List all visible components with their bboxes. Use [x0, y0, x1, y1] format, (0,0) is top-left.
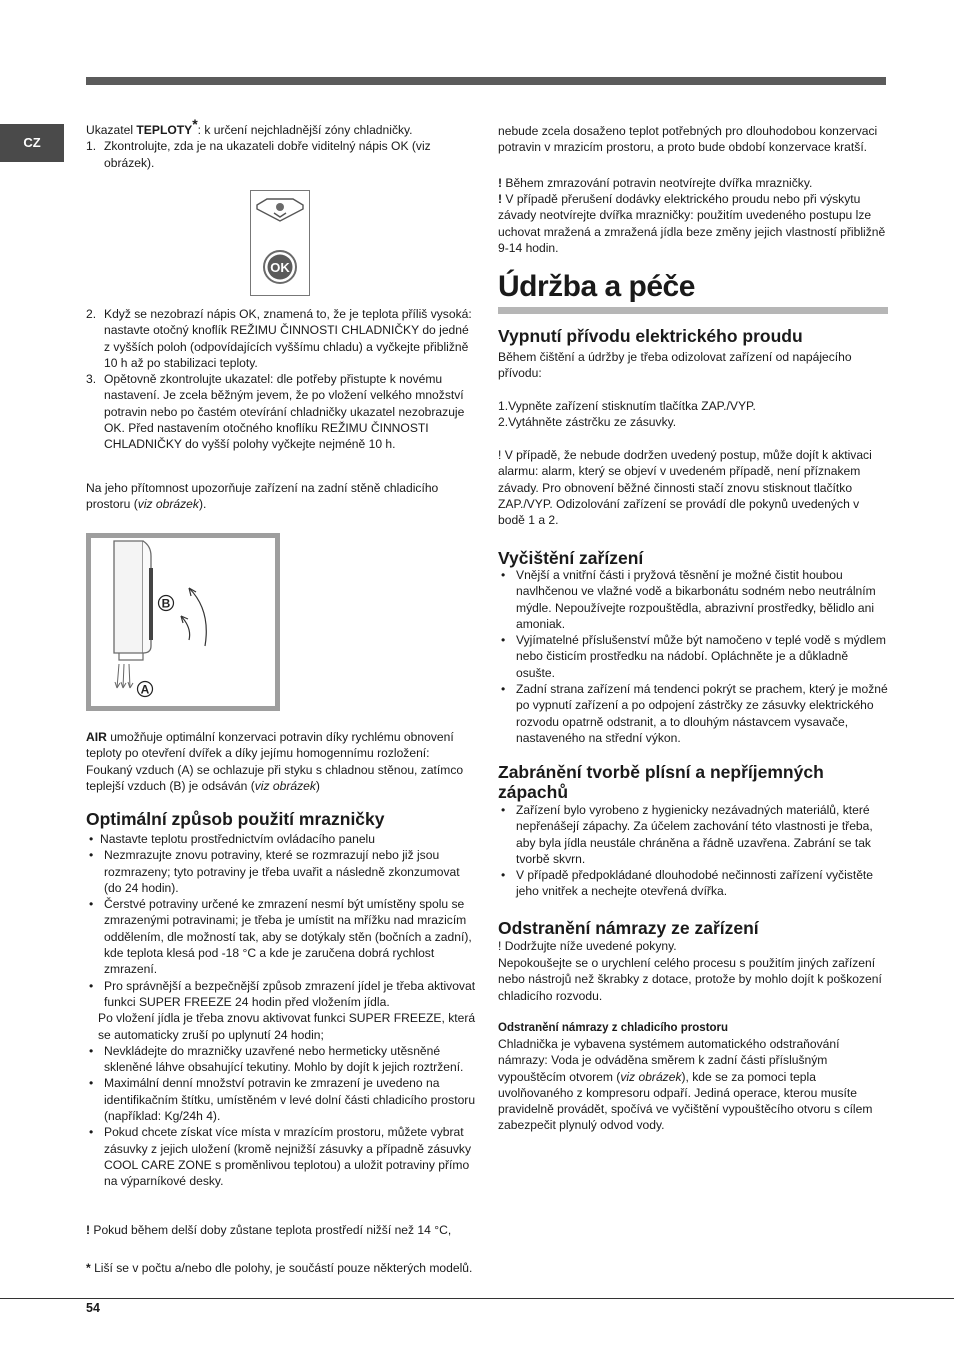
power-note: ! V případě, že nebude dodržen uvedený postup, může dojít k aktivaci alarmu: alarm, který se objeví v uvedeném případě, není příznakem závady. Pro obnovení běžné činnosti stačí znovu stisknout tlačítko ZAP./VYP. Odizolování zařízení se provádí dle pokynů uvedených v bodě 1 a 2. — [498, 448, 872, 528]
air-post: ) — [315, 778, 320, 793]
warning-mark: ! — [498, 176, 503, 190]
language-tab — [0, 124, 64, 162]
freezer-item: • Maximální denní množství potravin ke zmrazení je uvedeno na identifikačním štítku, umístěném v levé dolní části chladicího prostoru (například: Kg/24h 4). — [86, 1075, 476, 1124]
top-bar — [86, 77, 886, 85]
freezer-item: • Pokud chcete získat více místa v mrazícím prostoru, můžete vybrat zásuvky z jejich uložení (kromě nejnižší zásuvky a případně zásuvky COOL CARE ZONE s proměnlivou teplotou) a uložit potraviny přímo na výparníkové desky. — [86, 1124, 476, 1189]
presence-paragraph — [86, 480, 476, 513]
freezer-item: Po vložení jídla je třeba znovu aktivovat funkci SUPER FREEZE, která se automaticky zruší po uplynutí 24 hodin; — [98, 1011, 476, 1042]
defrost-warning: ! Dodržujte níže uvedené pokyny. — [498, 939, 677, 953]
presence-post: ). — [198, 497, 207, 512]
step-text: Zkontrolujte, zda je na ukazateli dobře viditelný nápis OK (viz obrázek). — [104, 139, 431, 170]
mold-heading: Zabránění tvorbě plísní a nepříjemných zápachů — [498, 762, 824, 802]
step-number: 1. — [86, 139, 97, 154]
clean-item: • Vyjímatelné příslušenství může být namočeno v teplé vodě s mýdlem nebo čisticím prostředku na nádobí. Opláchněte je a důkladně osušte. — [498, 632, 888, 681]
defrost-sub-text — [498, 1036, 888, 1134]
presence-italic: viz obrázek — [137, 497, 199, 512]
label-a: A — [140, 682, 150, 697]
air-paragraph — [86, 729, 476, 794]
step-text: Když se nezobrazí nápis OK, znamená to, že je teplota příliš vysoká: nastavte otočný knoflík REŽIMU ČINNOSTI CHLADNIČKY do jedné z vyšších poloh (odpovídajících vyššímu chladu) a vyčkejte přibližně 10 h až po stabilizaci teploty. — [104, 307, 472, 370]
freezer-list — [86, 831, 476, 1190]
step-number: 2. — [86, 307, 97, 321]
footnote — [86, 1260, 476, 1276]
teploty-step — [86, 138, 476, 171]
power-heading: Vypnutí přívodu elektrického proudu — [498, 326, 803, 346]
temperature-indicator-illustration — [250, 190, 310, 296]
mold-item: • V případě předpokládané dlouhodobé nečinnosti zařízení vyčistěte jeho vnitřek a nechejte otevřená dvířka. — [498, 867, 888, 900]
teploty-intro — [86, 115, 476, 138]
teploty-steps-list — [86, 306, 476, 453]
right-column — [498, 120, 888, 1220]
main-title-block — [498, 269, 888, 314]
title-rule — [498, 307, 888, 314]
warning-text: Pokud během delší doby zůstane teplota prostředí nižší než 14 °C, — [90, 1223, 452, 1237]
freezer-item: • Čerstvé potraviny určené ke zmrazení nesmí být umístěny spolu se zmrazenými potravinami; je třeba je umístit na mřížku nad mrazicím oddělením, dle možností tak, aby se dotýkaly stěn (bočních a zadní), kde teplota klesá pod -18 °C a kde je zaručena dobrá rychlost zmrazení. — [86, 896, 476, 977]
power-step-2: 2.Vytáhněte zástrčku ze zásuvky. — [498, 415, 677, 429]
air-text: umožňuje optimální konzervaci potravin díky rychlému obnovení teploty po otevření dvířek a díky jejímu homogennímu rozložení: Foukaný vzduch (A) se ochlazuje při styku s chladnou stěnou, zatímco teplejší vzduch (B) je odsáván ( — [86, 730, 464, 793]
air-flow-illustration — [91, 538, 275, 706]
presence-pre: Na jeho přítomnost upozorňuje zařízení na zadní stěně chladicího prostoru ( — [86, 481, 439, 512]
teploty-step — [86, 371, 476, 452]
warning-mark: ! — [498, 192, 503, 206]
label-b: B — [161, 596, 171, 611]
ok-label: OK — [270, 260, 290, 275]
thermometer-ok-icon — [251, 191, 309, 295]
defrost-sub-heading: Odstranění námrazy z chladicího prostoru — [498, 1022, 729, 1034]
freezer-item: • Nevkládejte do mrazničky uzavřené nebo hermeticky utěsněné skleněné láhve obsahující tekutiny. Mohlo by dojít k jejich roztržení. — [86, 1043, 476, 1076]
clean-item: • Zadní strana zařízení má tendenci pokrýt se prachem, který je možné po vypnutí zařízení a po odpojení zástrčky ze zásuvky elektrického rozvodu opatrně odstranit, a to dlouhým nástavcem vysavače, nastaveného na střední výkon. — [498, 681, 888, 746]
defrost-text: Nepokoušejte se o urychlení celého procesu s použitím jiných zařízení nebo nástrojů než škrabky z dotace, protože by mohlo dojít k poškození chladicího rozvodu. — [498, 956, 882, 1003]
teploty-step-1-list — [86, 138, 476, 171]
teploty-steps-continued — [86, 306, 476, 453]
mold-item: • Zařízení bylo vyrobeno z hygienicky nezávadných materiálů, které nepřenášejí zápachy. Za účelem zachování této vlastnosti je třeba, aby byla jídla neustále chráněna a řádně uzavřena. Zabrání se tak tvorbě skvrn. — [498, 802, 888, 867]
language-tab-label: CZ — [23, 134, 41, 150]
clean-item: • Vnější a vnitřní části i pryžová těsnění je možné čistit houbou navlhčenou ve vlažné vodě a bikarbonátu sodném nebo neutrálním mýdle. Nepoužívejte rozpouštědla, abrazivní prostředky, bělidlo ani amoniak. — [498, 567, 888, 632]
footnote-mark: * — [86, 1261, 91, 1275]
freezer-item: • Nezmrazujte znovu potraviny, které se rozmrazují nebo již jsou rozmrazeny; tyto potraviny je třeba uvařit a následně zkonzumovat (do 24 hodin). — [86, 847, 476, 896]
defrost-heading: Odstranění námrazy ze zařízení — [498, 918, 759, 938]
teploty-star: * — [192, 115, 198, 132]
defrost-sub-italic: viz obrázek — [620, 1069, 682, 1084]
temperature-warning — [86, 1222, 476, 1238]
teploty-bold: TEPLOTY — [136, 123, 193, 137]
defrost-sub-pre: Chladnička je vybavena systémem automatického odstraňování námrazy: Voda je odváděna směrem k zadní části příslušným vypouštěcím otvorem ( — [498, 1037, 840, 1084]
air-flow-diagram — [86, 533, 280, 711]
teploty-post: : k určení nejchladnější zóny chladničky. — [197, 123, 413, 137]
freezer-heading: Optimální způsob použití mrazničky — [86, 809, 385, 829]
power-step-1: 1.Vypněte zařízení stisknutím tlačítka ZAP./VYP. — [498, 399, 756, 413]
power-intro: Během čištění a údržby je třeba odizolovat zařízení od napájecího přívodu: — [498, 350, 852, 381]
air-bold: AIR — [86, 730, 107, 744]
freeze-warning — [498, 175, 888, 191]
warning-text: V případě přerušení dodávky elektrického proudu nebo při výskytu závady neotvírejte dvířka mrazničky: použitím uvedeného postupu lze uchovat mražená a zmražená jídla beze změny jejich vlastností přibližně 9-14 hodin. — [498, 192, 886, 255]
footer-rule — [0, 1298, 954, 1299]
power-failure-warning — [498, 191, 888, 256]
teploty-pre: Ukazatel — [86, 123, 137, 137]
clean-heading: Vyčištění zařízení — [498, 548, 644, 568]
freezer-item: • Pro správnější a bezpečnější způsob zmrazení jídel je třeba aktivovat funkci SUPER FREEZE 24 hodin před vložením jídla. — [86, 978, 476, 1011]
left-column — [86, 115, 476, 1295]
step-number: 3. — [86, 372, 97, 387]
teploty-block — [86, 115, 476, 171]
clean-list — [498, 567, 888, 746]
defrost-sub-post: ), kde se za pomoci tepla uvolňovaného z kompresoru odpaří. Jediná operace, kterou musíte pravidelně provádět, spočívá ve vyčištění vypouštěcího otvoru s cílem zabezpečit plynulý odvod vody. — [498, 1069, 873, 1133]
freezer-item: • Nastavte teplotu prostřednictvím ovládacího panelu — [86, 831, 476, 847]
step-text: Opětovně zkontrolujte ukazatel: dle potřeby přistupte k novému nastavení. Je zcela běžným jevem, že po vložení velkého množství potravin nebo po častém otevírání chladničky ukazatel nezobrazuje OK. Před nastavením otočného knoflíku REŽIMU ČINNOSTI CHLADNIČKY do vyšší polohy vyčkejte nejméně 10 h. — [104, 372, 465, 452]
continued-paragraph: nebude zcela dosaženo teplot potřebných pro dlouhodobou konzervaci potravin v mrazicím prostoru, a proto bude období konzervace kratší. — [498, 124, 878, 155]
warning-mark: ! — [86, 1223, 91, 1237]
teploty-step — [86, 306, 476, 371]
footnote-text: Liší se v počtu a/nebo dle polohy, je součástí pouze některých modelů. — [90, 1261, 473, 1275]
warning-text: Během zmrazování potravin neotvírejte dvířka mrazničky. — [502, 176, 813, 190]
main-title: Údržba a péče — [498, 270, 695, 303]
air-italic: viz obrázek — [254, 778, 316, 793]
page-number: 54 — [86, 1301, 100, 1315]
mold-list — [498, 802, 888, 900]
